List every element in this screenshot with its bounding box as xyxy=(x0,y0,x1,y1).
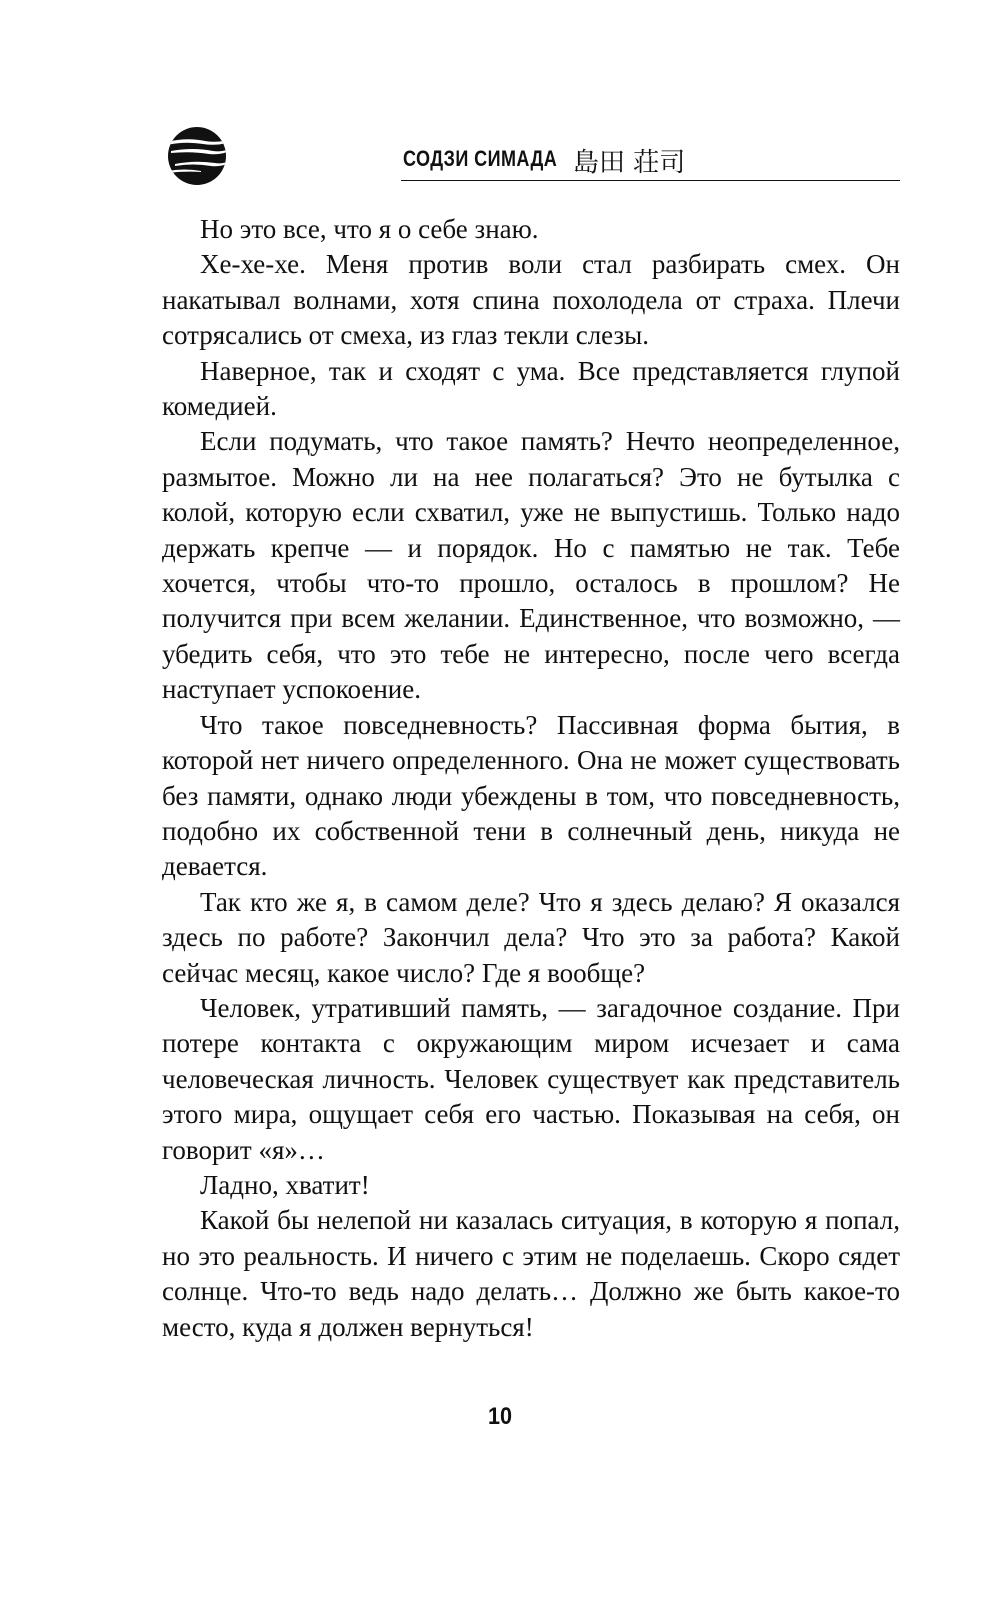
paragraph: Наверное, так и сходят с ума. Все представляется глупой комедией. xyxy=(162,355,900,422)
paragraph: Человек, утративший память, — загадочное создание. При потере контакта с окружающим миром исчезает и сама человеческая личность. Человек существует как представитель этого мира, ощущает себя его частью. Показывая на себя, он говорит «я»… xyxy=(162,992,900,1165)
author-name-kanji: 島田 荘司 xyxy=(573,148,686,178)
paragraph: Так кто же я, в самом деле? Что я здесь делаю? Я оказался здесь по работе? Закончил дела? Что это за работа? Какой сейчас месяц, какое число? Где я вообще? xyxy=(162,886,900,988)
paragraph: Какой бы нелепой ни казалась ситуация, в которую я попал, но это реальность. И ничего с этим не поделаешь. Скоро сядет солнце. Что-то ведь надо делать… Должно же быть какое-то место, куда я должен вернуться! xyxy=(162,1205,900,1342)
page-number: 10 xyxy=(487,1403,513,1430)
paragraph: Но это все, что я о себе знаю. xyxy=(200,214,539,244)
paragraph: Хе-хе-хе. Меня против воли стал разбирать смех. Он накатывал волнами, хотя спина похолодела от страха. Плечи сотрясались от смеха, из глаз текли слезы. xyxy=(162,249,900,351)
paragraph: Ладно, хватит! xyxy=(200,1169,370,1200)
paragraph: Что такое повседневность? Пассивная форма бытия, в которой нет ничего определенного. Она не может существовать без памяти, однако люди убеждены в том, что повседневность, подобно их собственной тени в солнечный день, никуда не девается. xyxy=(162,709,900,882)
running-header xyxy=(165,118,900,184)
moon-logo-icon xyxy=(165,124,229,188)
author-name: СОДЗИ СИМАДА xyxy=(403,146,558,171)
paragraph: Если подумать, что такое память? Нечто неопределенное, размытое. Можно ли на нее полагаться? Это не бутылка с колой, которую если схватил, уже не выпустишь. Только надо держать крепче — и порядок. Но с памятью не так. Тебе хочется, чтобы что-то прошло, осталось в прошлом? Не получится при всем желании. Единственное, что возможно, — убедить себя, что это тебе не интересно, после чего всегда наступает успокоение. xyxy=(162,426,900,705)
main-text xyxy=(162,212,900,1345)
header-divider xyxy=(401,180,900,181)
